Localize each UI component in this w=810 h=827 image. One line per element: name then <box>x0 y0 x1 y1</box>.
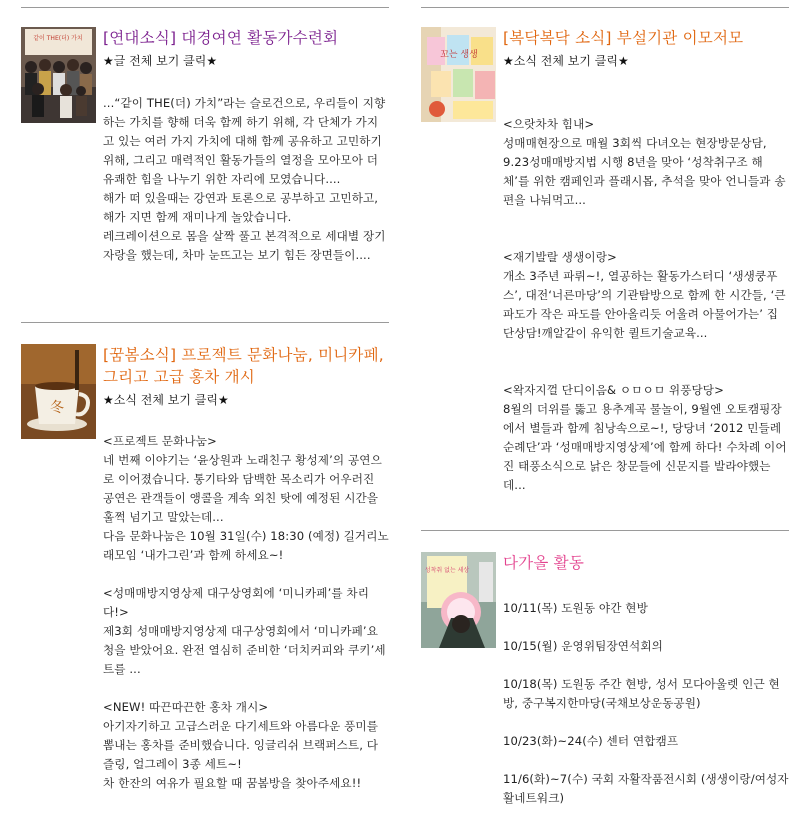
schedule-item: 10/23(화)~24(수) 센터 연합캠프 <box>503 734 679 748</box>
divider <box>21 322 389 323</box>
article-alliance-news <box>21 27 389 317</box>
thumb-caption: 꼬는 생생 <box>440 50 478 60</box>
divider <box>421 7 789 8</box>
article-title[interactable]: [연대소식] 대경여연 활동가수련회 <box>103 29 339 47</box>
schedule-item: 10/11(목) 도원동 야간 현방 <box>503 601 648 615</box>
schedule-item: 11/6(화)~7(수) 국회 자활작품전시회 (생생이랑/여성자활네트워크) <box>503 772 789 805</box>
article-section: <프로젝트 문화나눔> 네 번째 이야기는 ‘윤상원과 노래친구 황성제’의 공연으로 이어졌습니다. 통기타와 담백한 목소리가 어우러진 공연은 관객들이 앵콜을 계속 외친 탓에 예정된 시간을 훌쩍 넘기고 말았는데... 다음 문화나눔은 10월 31일(수) 18:30 (예정) 길거리노래모임 ‘내가그린’과 함께 하세요~! <box>103 434 389 562</box>
read-more-link[interactable]: ★소식 전체 보기 클릭★ <box>103 393 229 407</box>
article-header <box>503 27 789 70</box>
article-thumbnail-colorful-sign[interactable] <box>421 27 496 122</box>
svg-text:冬: 冬 <box>50 400 64 416</box>
article-affiliates-news <box>421 27 789 517</box>
article-body <box>103 432 389 793</box>
article-section: <재기발랄 생생이랑> 개소 3주년 파뤼~!, 열공하는 활동가스터디 ‘생생쿵푸스’, 대전‘너른마당’의 기관탐방으로 함께 한 시간들, ‘큰 파도가 작은 파도를 안아올리듯 어울려 아물어가는’ 집단상담!깨알같이 유익한 퀼트기술교육... <box>503 250 786 340</box>
article-header <box>503 552 789 574</box>
article-thumbnail-coffee-cup[interactable] <box>21 344 96 439</box>
article-title: 다가올 활동 <box>503 554 584 572</box>
article-title[interactable]: [복닥복닥 소식] 부설기관 이모저모 <box>503 29 744 47</box>
article-header <box>103 344 389 409</box>
thumb-caption: 성착취 없는 세상 <box>424 567 470 574</box>
divider <box>421 530 789 531</box>
article-section: <왁자지껄 단디이음& ㅇㅁㅇㅁ 위풍당당> 8월의 더위를 뚫고 용추계곡 물놀이, 9월엔 오토캠핑장에서 별들과 함께 침낭속으로~!, 당당녀 ‘2012 민들레순례단’과 ‘성매매방지영상제’에 함께 하다! 수차례 이어진 태풍소식으로 낡은 창문들에 신문지를 발라야했는데... <box>503 383 787 492</box>
article-body <box>103 94 389 265</box>
article-dreamspring-news <box>21 344 389 825</box>
schedule-item: 10/15(월) 운영위팀장연석회의 <box>503 639 663 653</box>
read-more-link[interactable]: ★글 전체 보기 클릭★ <box>103 54 218 68</box>
article-title[interactable]: [꿈봄소식] 프로젝트 문화나눔, 미니카페, 그리고 고급 홍차 개시 <box>103 346 384 386</box>
article-section: <으랏차차 힘내> 성매매현장으로 매월 3회씩 다녀오는 현장방문상담, 9.23성매매방지법 시행 8년을 맞아 ‘성착취구조 해체’를 위한 캠페인과 플래시몹, 추석을 맞아 언니들과 송편을 나눠먹고... <box>503 117 786 207</box>
article-text: ...“같이 THE(더) 가치”라는 슬로건으로, 우리들이 지향하는 가치를 향해 더욱 함께 하기 위해, 각 단체가 가지고 있는 여러 가지 가치에 대해 함께 공유하고 고민하기 위해, 그리고 매력적인 활동가들의 열정을 모아모아 더 유쾌한 힘을 나누기 위한 자리에 모였습니다.... 해가 떠 있을때는 강연과 토론으로 공부하고 고민하고, 해가 지면 함께 재미나게 놀았습니다. 레크레이션으로 몸을 살짝 풀고 본격적으로 세대별 장기자랑을 했는데, 차마 눈뜨고는 보기 힘든 장면들이.... <box>103 96 386 262</box>
article-upcoming-activities <box>421 552 789 825</box>
schedule-list <box>503 599 789 827</box>
read-more-link[interactable]: ★소식 전체 보기 클릭★ <box>503 54 629 68</box>
divider <box>21 7 389 8</box>
article-section: <성매매방지영상제 대구상영회에 ‘미니카페’를 차리다!> 제3회 성매매방지영상제 대구상영회에서 ‘미니카페’요청을 받았어요. 완전 열심히 준비한 ‘더치커피와 쿠키’세트를 ... <box>103 586 386 676</box>
article-section: <NEW! 따끈따끈한 홍차 개시> 아기자기하고 고급스러운 다기세트와 아름다운 풍미를 뽐내는 홍차를 준비했습니다. 잉글리쉬 브랙퍼스트, 다즐링, 얼그레이 3종 세트~! 차 한잔의 여유가 필요할 때 꿈봄방을 찾아주세요!! <box>103 700 379 790</box>
article-thumbnail-group-photo[interactable] <box>21 27 96 123</box>
article-thumbnail-campaign-sign[interactable] <box>421 552 496 648</box>
schedule-item: 10/18(목) 도원동 주간 현방, 성서 모다아울렛 인근 현방, 중구복지한마당(국채보상운동공원) <box>503 677 780 710</box>
article-header <box>103 27 389 70</box>
article-body <box>503 115 789 495</box>
thumb-caption: 같이 THE(더) 가치 <box>33 35 83 42</box>
